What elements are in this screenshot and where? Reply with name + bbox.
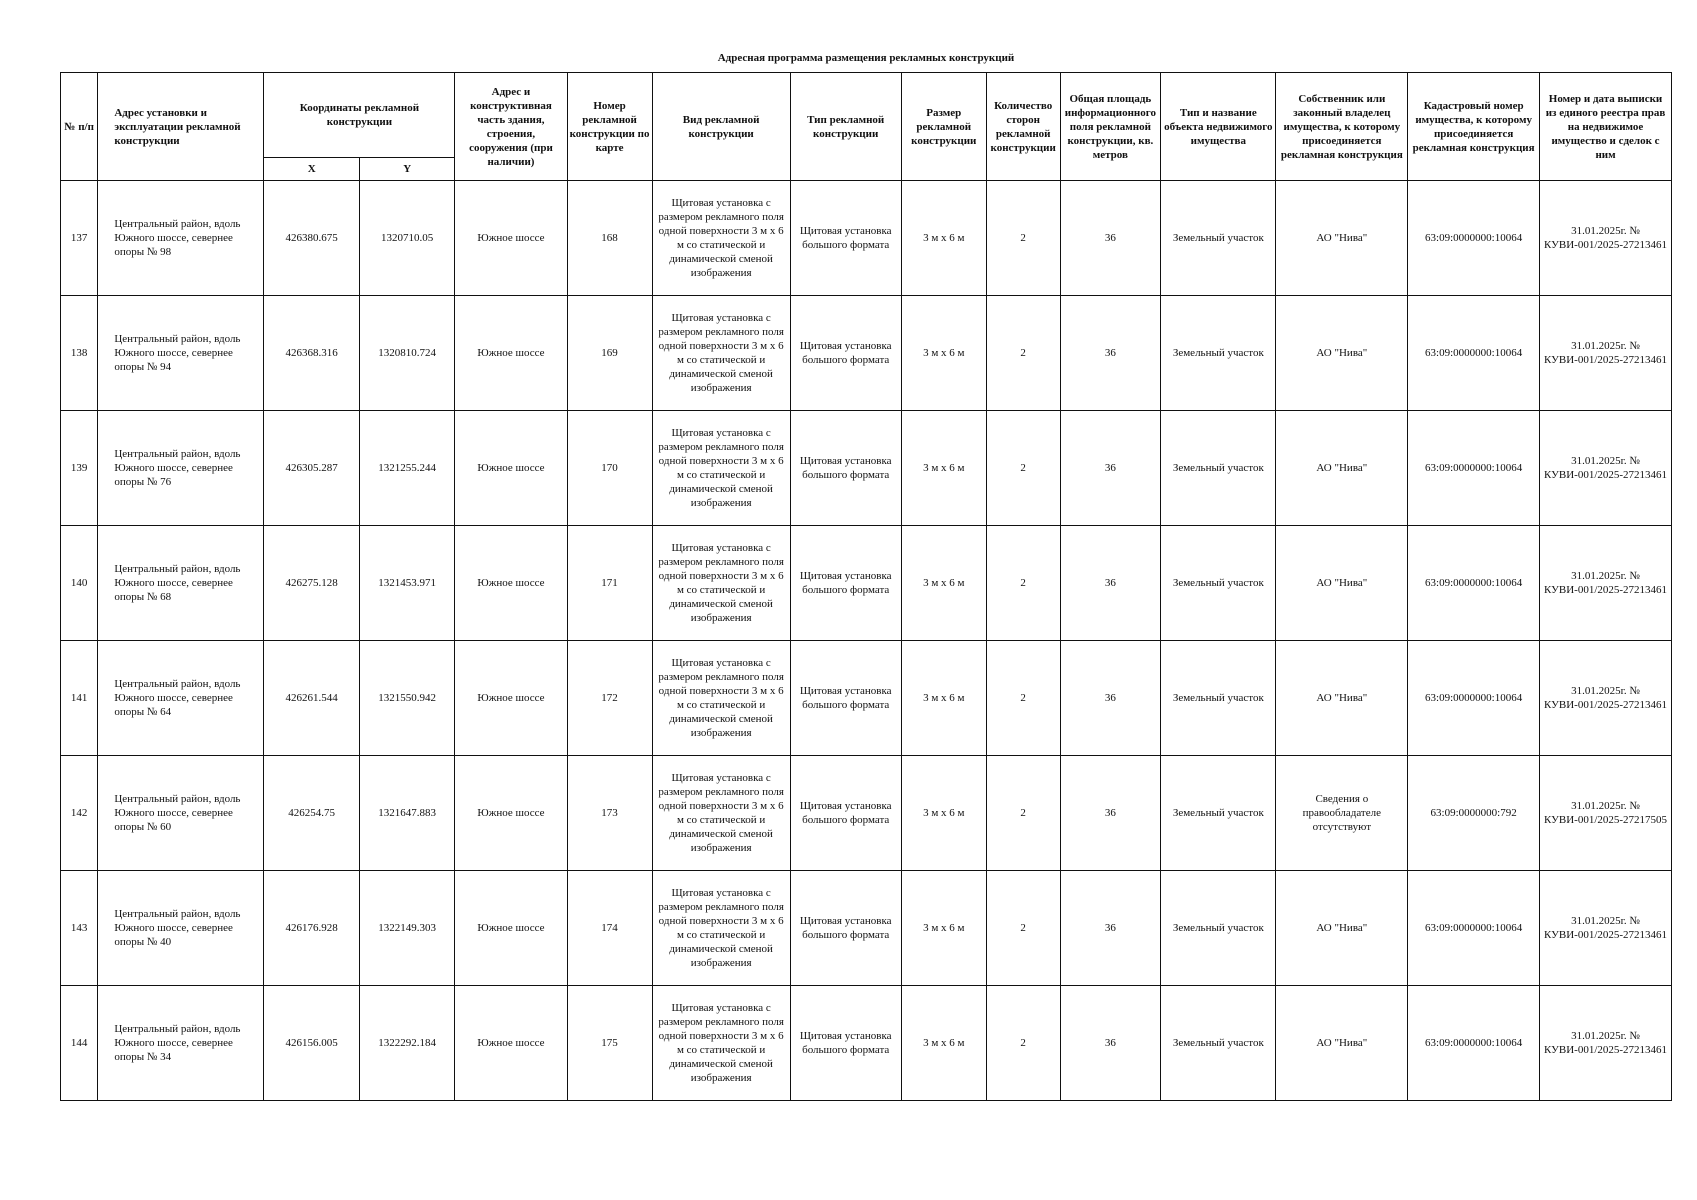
cell-number: 144 — [61, 986, 98, 1101]
cell-sides: 2 — [986, 871, 1060, 986]
cell-area: 36 — [1060, 986, 1161, 1101]
header-kind: Вид рекламной конструкции — [652, 73, 790, 181]
header-cadastral: Кадастровый номер имущества, к которому присоединяется рекламная конструкция — [1408, 73, 1540, 181]
table-row — [61, 986, 1672, 1101]
cell-area: 36 — [1060, 411, 1161, 526]
cell-number: 141 — [61, 641, 98, 756]
cell-y: 1322292.184 — [359, 986, 454, 1101]
cell-property-type: Земельный участок — [1161, 756, 1276, 871]
cell-area: 36 — [1060, 181, 1161, 296]
header-coordinates: Координаты рекламной конструкции — [264, 73, 455, 158]
header-y: Y — [359, 158, 454, 181]
cell-y: 1320710.05 — [359, 181, 454, 296]
cell-size: 3 м х 6 м — [901, 756, 986, 871]
cell-property-type: Земельный участок — [1161, 986, 1276, 1101]
cell-cadastral: 63:09:0000000:10064 — [1408, 871, 1540, 986]
table-row — [61, 411, 1672, 526]
cell-address: Центральный район, вдоль Южного шоссе, севернее опоры № 40 — [98, 871, 264, 986]
cell-kind: Щитовая установка с размером рекламного поля одной поверхности 3 м х 6 м со статической и динамической сменой изображения — [652, 756, 790, 871]
cell-size: 3 м х 6 м — [901, 526, 986, 641]
cell-area: 36 — [1060, 641, 1161, 756]
cell-egrn: 31.01.2025г. № КУВИ-001/2025-27213461 — [1540, 526, 1672, 641]
cell-map-number: 174 — [567, 871, 652, 986]
cell-number: 137 — [61, 181, 98, 296]
header-type: Тип рекламной конструкции — [790, 73, 901, 181]
header-egrn: Номер и дата выписки из единого реестра прав на недвижимое имущество и сделок с ним — [1540, 73, 1672, 181]
cell-y: 1321255.244 — [359, 411, 454, 526]
cell-x: 426156.005 — [264, 986, 359, 1101]
cell-owner: АО "Нива" — [1276, 526, 1408, 641]
cell-kind: Щитовая установка с размером рекламного поля одной поверхности 3 м х 6 м со статической и динамической сменой изображения — [652, 871, 790, 986]
cell-kind: Щитовая установка с размером рекламного поля одной поверхности 3 м х 6 м со статической и динамической сменой изображения — [652, 181, 790, 296]
cell-map-number: 170 — [567, 411, 652, 526]
cell-number: 140 — [61, 526, 98, 641]
cell-number: 139 — [61, 411, 98, 526]
cell-y: 1321453.971 — [359, 526, 454, 641]
cell-sides: 2 — [986, 756, 1060, 871]
cell-area: 36 — [1060, 296, 1161, 411]
cell-map-number: 171 — [567, 526, 652, 641]
cell-type: Щитовая установка большого формата — [790, 871, 901, 986]
cell-y: 1322149.303 — [359, 871, 454, 986]
cell-size: 3 м х 6 м — [901, 641, 986, 756]
cell-sides: 2 — [986, 986, 1060, 1101]
cell-cadastral: 63:09:0000000:10064 — [1408, 411, 1540, 526]
table-row — [61, 756, 1672, 871]
cell-type: Щитовая установка большого формата — [790, 641, 901, 756]
cell-cadastral: 63:09:0000000:10064 — [1408, 641, 1540, 756]
cell-property-type: Земельный участок — [1161, 526, 1276, 641]
cell-address: Центральный район, вдоль Южного шоссе, севернее опоры № 76 — [98, 411, 264, 526]
cell-cadastral: 63:09:0000000:10064 — [1408, 181, 1540, 296]
cell-size: 3 м х 6 м — [901, 986, 986, 1101]
table-row — [61, 181, 1672, 296]
cell-building: Южное шоссе — [455, 181, 567, 296]
cell-sides: 2 — [986, 181, 1060, 296]
cell-property-type: Земельный участок — [1161, 296, 1276, 411]
cell-building: Южное шоссе — [455, 641, 567, 756]
cell-y: 1321647.883 — [359, 756, 454, 871]
cell-x: 426305.287 — [264, 411, 359, 526]
cell-address: Центральный район, вдоль Южного шоссе, севернее опоры № 34 — [98, 986, 264, 1101]
cell-map-number: 169 — [567, 296, 652, 411]
cell-owner: АО "Нива" — [1276, 641, 1408, 756]
cell-type: Щитовая установка большого формата — [790, 411, 901, 526]
cell-address: Центральный район, вдоль Южного шоссе, севернее опоры № 60 — [98, 756, 264, 871]
cell-map-number: 175 — [567, 986, 652, 1101]
cell-address: Центральный район, вдоль Южного шоссе, севернее опоры № 98 — [98, 181, 264, 296]
cell-sides: 2 — [986, 526, 1060, 641]
table-row — [61, 296, 1672, 411]
cell-building: Южное шоссе — [455, 756, 567, 871]
cell-type: Щитовая установка большого формата — [790, 181, 901, 296]
header-building: Адрес и конструктивная часть здания, строения, сооружения (при наличии) — [455, 73, 567, 181]
cell-size: 3 м х 6 м — [901, 871, 986, 986]
cell-owner: Сведения о правообладателе отсутствуют — [1276, 756, 1408, 871]
cell-type: Щитовая установка большого формата — [790, 986, 901, 1101]
header-map-number: Номер рекламной конструкции по карте — [567, 73, 652, 181]
cell-property-type: Земельный участок — [1161, 871, 1276, 986]
cell-egrn: 31.01.2025г. № КУВИ-001/2025-27213461 — [1540, 641, 1672, 756]
cell-building: Южное шоссе — [455, 296, 567, 411]
cell-x: 426261.544 — [264, 641, 359, 756]
cell-map-number: 168 — [567, 181, 652, 296]
cell-kind: Щитовая установка с размером рекламного поля одной поверхности 3 м х 6 м со статической и динамической сменой изображения — [652, 526, 790, 641]
cell-kind: Щитовая установка с размером рекламного поля одной поверхности 3 м х 6 м со статической и динамической сменой изображения — [652, 986, 790, 1101]
cell-x: 426176.928 — [264, 871, 359, 986]
header-property-type: Тип и название объекта недвижимого имущества — [1161, 73, 1276, 181]
cell-owner: АО "Нива" — [1276, 411, 1408, 526]
cell-egrn: 31.01.2025г. № КУВИ-001/2025-27213461 — [1540, 181, 1672, 296]
cell-egrn: 31.01.2025г. № КУВИ-001/2025-27213461 — [1540, 296, 1672, 411]
cell-size: 3 м х 6 м — [901, 411, 986, 526]
cell-kind: Щитовая установка с размером рекламного поля одной поверхности 3 м х 6 м со статической и динамической сменой изображения — [652, 641, 790, 756]
cell-sides: 2 — [986, 296, 1060, 411]
cell-owner: АО "Нива" — [1276, 296, 1408, 411]
cell-sides: 2 — [986, 411, 1060, 526]
cell-number: 138 — [61, 296, 98, 411]
cell-cadastral: 63:09:0000000:792 — [1408, 756, 1540, 871]
header-number: № п/п — [61, 73, 98, 181]
cell-cadastral: 63:09:0000000:10064 — [1408, 296, 1540, 411]
cell-x: 426380.675 — [264, 181, 359, 296]
cell-property-type: Земельный участок — [1161, 641, 1276, 756]
cell-x: 426368.316 — [264, 296, 359, 411]
cell-area: 36 — [1060, 871, 1161, 986]
cell-property-type: Земельный участок — [1161, 411, 1276, 526]
cell-kind: Щитовая установка с размером рекламного поля одной поверхности 3 м х 6 м со статической и динамической сменой изображения — [652, 411, 790, 526]
cell-building: Южное шоссе — [455, 411, 567, 526]
cell-address: Центральный район, вдоль Южного шоссе, севернее опоры № 94 — [98, 296, 264, 411]
cell-address: Центральный район, вдоль Южного шоссе, севернее опоры № 68 — [98, 526, 264, 641]
cell-building: Южное шоссе — [455, 986, 567, 1101]
cell-type: Щитовая установка большого формата — [790, 756, 901, 871]
cell-map-number: 172 — [567, 641, 652, 756]
cell-address: Центральный район, вдоль Южного шоссе, севернее опоры № 64 — [98, 641, 264, 756]
cell-area: 36 — [1060, 756, 1161, 871]
cell-number: 142 — [61, 756, 98, 871]
cell-sides: 2 — [986, 641, 1060, 756]
table-row — [61, 871, 1672, 986]
cell-egrn: 31.01.2025г. № КУВИ-001/2025-27213461 — [1540, 411, 1672, 526]
header-x: X — [264, 158, 359, 181]
cell-owner: АО "Нива" — [1276, 181, 1408, 296]
cell-y: 1321550.942 — [359, 641, 454, 756]
cell-owner: АО "Нива" — [1276, 871, 1408, 986]
header-area: Общая площадь информационного поля рекламной конструкции, кв. метров — [1060, 73, 1161, 181]
cell-type: Щитовая установка большого формата — [790, 296, 901, 411]
cell-size: 3 м х 6 м — [901, 181, 986, 296]
cell-map-number: 173 — [567, 756, 652, 871]
cell-building: Южное шоссе — [455, 526, 567, 641]
cell-type: Щитовая установка большого формата — [790, 526, 901, 641]
header-address: Адрес установки и эксплуатации рекламной конструкции — [98, 73, 264, 181]
cell-number: 143 — [61, 871, 98, 986]
cell-kind: Щитовая установка с размером рекламного поля одной поверхности 3 м х 6 м со статической и динамической сменой изображения — [652, 296, 790, 411]
cell-egrn: 31.01.2025г. № КУВИ-001/2025-27217505 — [1540, 756, 1672, 871]
cell-area: 36 — [1060, 526, 1161, 641]
cell-cadastral: 63:09:0000000:10064 — [1408, 986, 1540, 1101]
cell-egrn: 31.01.2025г. № КУВИ-001/2025-27213461 — [1540, 871, 1672, 986]
cell-cadastral: 63:09:0000000:10064 — [1408, 526, 1540, 641]
cell-owner: АО "Нива" — [1276, 986, 1408, 1101]
cell-x: 426275.128 — [264, 526, 359, 641]
table-row — [61, 526, 1672, 641]
advertising-structures-table — [60, 72, 1672, 1101]
cell-size: 3 м х 6 м — [901, 296, 986, 411]
header-owner: Собственник или законный владелец имущества, к которому присоединяется рекламная конструкция — [1276, 73, 1408, 181]
header-size: Размер рекламной конструкции — [901, 73, 986, 181]
cell-y: 1320810.724 — [359, 296, 454, 411]
cell-x: 426254.75 — [264, 756, 359, 871]
cell-property-type: Земельный участок — [1161, 181, 1276, 296]
document-title: Адресная программа размещения рекламных конструкций — [717, 52, 1015, 64]
table-row — [61, 641, 1672, 756]
cell-building: Южное шоссе — [455, 871, 567, 986]
cell-egrn: 31.01.2025г. № КУВИ-001/2025-27213461 — [1540, 986, 1672, 1101]
header-sides: Количество сторон рекламной конструкции — [986, 73, 1060, 181]
